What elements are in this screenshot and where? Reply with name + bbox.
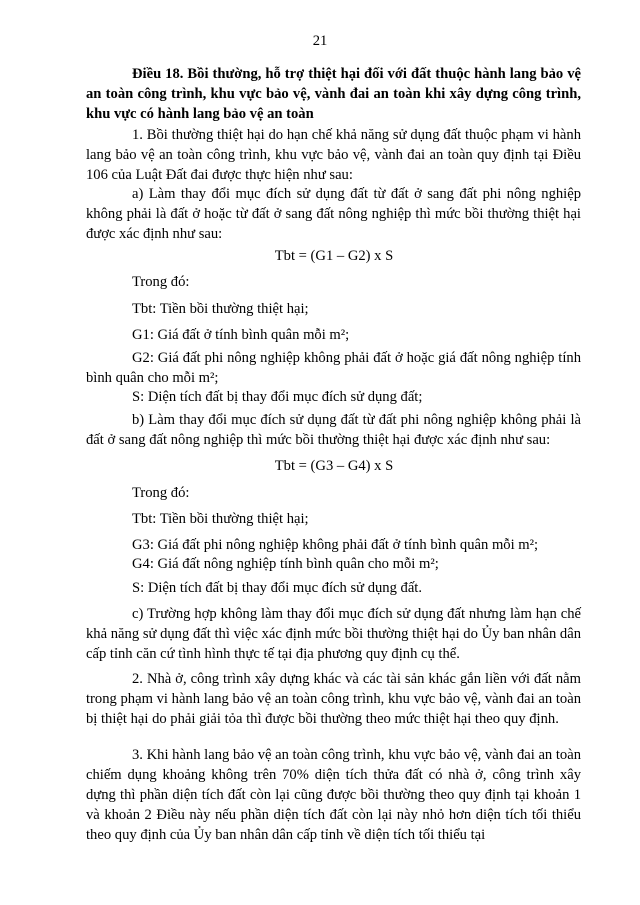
definition-tbt-2: Tbt: Tiền bồi thường thiệt hại; (132, 511, 309, 527)
where-label-2: Trong đó: (132, 485, 190, 501)
definition-g4: G4: Giá đất nông nghiệp tính bình quân cho mỗi m²; (132, 556, 439, 572)
formula-2: Tbt = (G3 – G4) x S (274, 458, 394, 474)
paragraph-2: 2. Nhà ở, công trình xây dựng khác và các tài sản khác gắn liền với đất nằm trong phạm vi hành lang bảo vệ an toàn công trình, khu vực bảo vệ, vành đai an toàn bị thiệt hại do phải giải tỏa thì được bồi thường theo mức thiệt hại theo quy định. (86, 671, 581, 727)
definition-tbt-1: Tbt: Tiền bồi thường thiệt hại; (132, 301, 309, 317)
definition-g3: G3: Giá đất phi nông nghiệp không phải đất ở tính bình quân mỗi m²; (132, 537, 539, 553)
paragraph-1a: a) Làm thay đổi mục đích sử dụng đất từ đất ở sang đất phi nông nghiệp không phải là đất ở hoặc từ đất ở sang đất nông nghiệp thì mức bồi thường thiệt hại được xác định như sau: (86, 186, 581, 242)
paragraph-1: 1. Bồi thường thiệt hại do hạn chế khả năng sử dụng đất thuộc phạm vi hành lang bảo vệ an toàn công trình, khu vực bảo vệ, vành đai an toàn quy định tại Điều 106 của Luật Đất đai được thực hiện như sau: (86, 127, 581, 183)
where-label-1: Trong đó: (132, 274, 190, 290)
article-title: Điều 18. Bồi thường, hỗ trợ thiệt hại đối với đất thuộc hành lang bảo vệ an toàn công trình, khu vực bảo vệ, vành đai an toàn khi xây dựng công trình, khu vực có hành lang bảo vệ an toàn (86, 66, 581, 122)
paragraph-1b: b) Làm thay đổi mục đích sử dụng đất từ đất phi nông nghiệp không phải là đất ở sang đất nông nghiệp thì mức bồi thường thiệt hại được xác định như sau: (86, 412, 581, 448)
paragraph-3: 3. Khi hành lang bảo vệ an toàn công trình, khu vực bảo vệ, vành đai an toàn chiếm dụng khoảng không trên 70% diện tích thửa đất có nhà ở, công trình xây dựng thì phần diện tích đất còn lại cũng được bồi thường theo quy định tại khoản 1 và khoản 2 Điều này nếu phần diện tích đất còn lại này nhỏ hơn diện tích tối thiểu theo quy định của Ủy ban nhân dân cấp tỉnh về diện tích tối thiểu tại (86, 747, 581, 843)
definition-s-2: S: Diện tích đất bị thay đổi mục đích sử dụng đất. (132, 580, 423, 596)
formula-1: Tbt = (G1 – G2) x S (274, 248, 394, 264)
definition-g2: G2: Giá đất phi nông nghiệp không phải đất ở hoặc giá đất nông nghiệp tính bình quân cho mỗi m²; (86, 350, 581, 386)
definition-s-1: S: Diện tích đất bị thay đổi mục đích sử dụng đất; (132, 389, 423, 405)
paragraph-1c: c) Trường hợp không làm thay đổi mục đích sử dụng đất nhưng làm hạn chế khả năng sử dụng đất thì việc xác định mức bồi thường thiệt hại do Ủy ban nhân dân cấp tỉnh căn cứ tình hình thực tế tại địa phương quy định cụ thể. (86, 606, 581, 662)
definition-g1: G1: Giá đất ở tính bình quân mỗi m²; (132, 327, 350, 343)
page-number: 21 (312, 33, 328, 49)
